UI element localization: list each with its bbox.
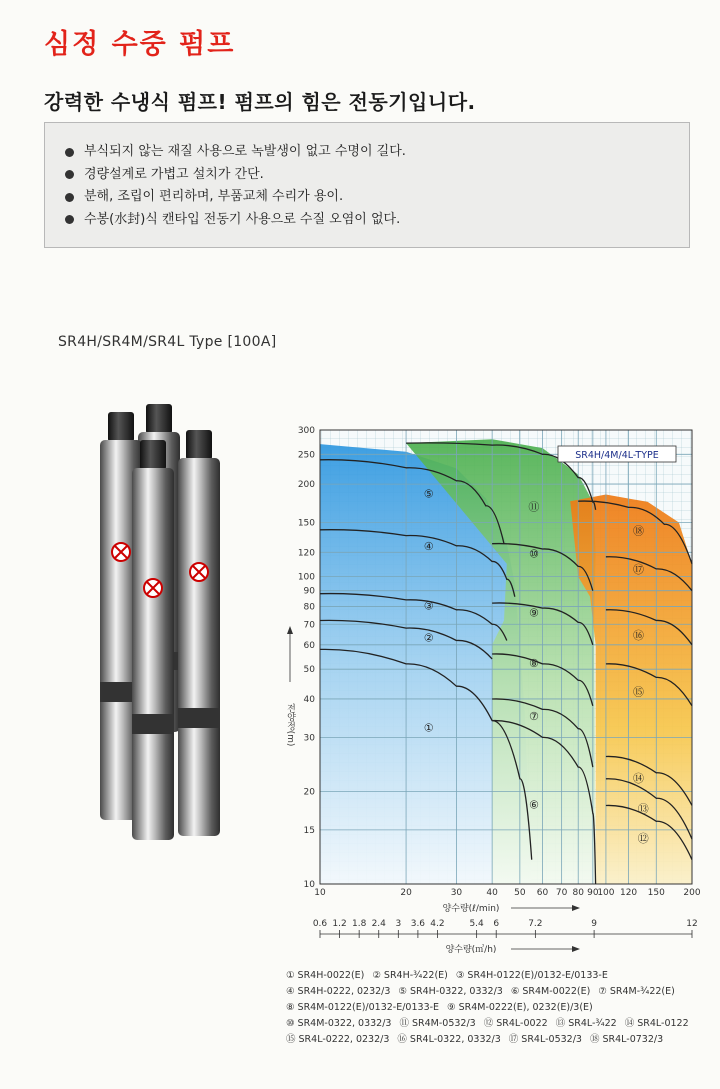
- feature-text: 경량설계로 가볍고 설치가 간단.: [84, 166, 264, 182]
- feature-text: 분해, 조립이 편리하며, 부품교체 수리가 용이.: [84, 189, 344, 204]
- y-tick-label: 120: [297, 548, 315, 559]
- page-title: 심정 수중 펌프: [44, 29, 236, 60]
- x2-tick-label: 9: [591, 919, 597, 929]
- y-tick-label: 10: [303, 880, 315, 890]
- legend-item: ⑥ SR4M-0022(E): [510, 986, 591, 997]
- x-tick-label: 100: [597, 888, 615, 898]
- y-tick-label: 100: [297, 572, 315, 583]
- feature-text: 부식되지 않는 재질 사용으로 녹발생이 없고 수명이 길다.: [84, 144, 406, 159]
- y-tick-label: 30: [303, 733, 315, 744]
- curve-label: ⑤: [423, 487, 434, 501]
- x-tick-label: 200: [683, 888, 701, 898]
- legend-item: ② SR4H-¾22(E): [372, 970, 448, 981]
- y-tick-label: 40: [303, 694, 315, 705]
- x2-tick-label: 7.2: [528, 919, 543, 929]
- x-tick-label: 70: [555, 888, 568, 898]
- x2-tick-label: 2.4: [371, 919, 386, 929]
- x-tick-label: 30: [450, 888, 463, 898]
- bullet-icon: [65, 193, 74, 202]
- legend-item: ⑰ SR4L-0532/3: [508, 1034, 582, 1045]
- legend-row: [286, 1032, 716, 1048]
- x-tick-label: 50: [514, 888, 526, 898]
- legend-item: ⑧ SR4M-0122(E)/0132-E/0133-E: [286, 1002, 440, 1013]
- feature-item: [65, 186, 689, 209]
- x-axis-label: 양수량(ℓ/min): [442, 904, 500, 914]
- x-axis-arrowhead: [572, 905, 580, 911]
- page-subtitle: 강력한 수냉식 펌프! 펌프의 힘은 전동기입니다.: [44, 90, 476, 114]
- legend-item: ⑱ SR4L-0732/3: [589, 1034, 664, 1045]
- curve-label: ⑧: [528, 656, 539, 670]
- x-tick-label: 120: [619, 888, 638, 898]
- y-tick-label: 80: [303, 602, 315, 613]
- legend-item: ⑮ SR4L-0222, 0232/3: [286, 1034, 390, 1045]
- feature-text: 수봉(水封)식 캔타입 전동기 사용으로 수질 오염이 없다.: [84, 211, 401, 227]
- curve-label: ⑥: [528, 798, 539, 812]
- legend-item: ⑯ SR4L-0322, 0332/3: [397, 1034, 501, 1045]
- x2-tick-label: 5.4: [469, 919, 484, 929]
- curve-label: ④: [423, 539, 434, 553]
- feature-box: [44, 122, 690, 248]
- curve-label: ⑨: [528, 606, 539, 620]
- bullet-icon: [65, 170, 74, 179]
- x-tick-label: 80: [572, 888, 584, 898]
- legend-item: ⑫ SR4L-0022: [483, 1018, 548, 1029]
- y-tick-label: 150: [297, 518, 315, 529]
- x2-axis-label: 양수량(㎥/h): [445, 945, 497, 955]
- legend-item: ⑨ SR4M-0222(E), 0232(E)/3(E): [447, 1002, 593, 1013]
- y-tick-label: 300: [297, 426, 315, 436]
- x2-tick-label: 0.6: [312, 919, 328, 929]
- curve-label: ⑪: [528, 500, 540, 514]
- y-tick-label: 15: [303, 825, 315, 836]
- legend-item: ① SR4H-0022(E): [286, 970, 365, 981]
- y-tick-label: 50: [303, 665, 315, 676]
- legend-item: ⑭ SR4L-0122: [624, 1018, 689, 1029]
- y-tick-label: 250: [297, 450, 315, 461]
- bullet-icon: [65, 148, 74, 157]
- x-tick-label: 150: [647, 888, 665, 898]
- curve-label: ⑱: [633, 524, 645, 538]
- curve-label: ⑦: [528, 709, 539, 723]
- performance-chart: [276, 420, 706, 960]
- legend-row: [286, 1016, 716, 1032]
- x2-axis-arrowhead: [572, 946, 580, 952]
- curve-label: ①: [423, 721, 434, 735]
- x2-tick-label: 3: [395, 919, 402, 929]
- curve-label: ⑬: [637, 802, 649, 816]
- curve-label: ⑮: [633, 685, 645, 699]
- curve-label: ⑰: [633, 563, 645, 577]
- x2-tick-label: 6: [493, 919, 500, 929]
- x-tick-label: 40: [486, 888, 498, 898]
- y-tick-label: 90: [303, 586, 315, 597]
- pump-unit: [178, 430, 220, 836]
- feature-item: [65, 209, 689, 232]
- legend-item: ③ SR4H-0122(E)/0132-E/0133-E: [455, 970, 608, 981]
- x2-tick-label: 3.6: [410, 919, 426, 929]
- curve-label: ⑫: [637, 832, 649, 846]
- legend-item: ⑤ SR4H-0322, 0332/3: [398, 986, 503, 997]
- model-legend: [286, 968, 716, 1048]
- pump-product-image: [96, 392, 276, 852]
- y-axis-arrowhead: [287, 626, 293, 634]
- x-tick-label: 90: [587, 888, 599, 898]
- legend-item: ⑪ SR4M-0532/3: [399, 1018, 476, 1029]
- legend-item: ⑬ SR4L-¾22: [555, 1018, 617, 1029]
- x2-tick-label: 12: [686, 919, 698, 929]
- y-tick-label: 70: [303, 620, 315, 631]
- bullet-icon: [65, 215, 74, 224]
- legend-item: ⑦ SR4M-¾22(E): [598, 986, 675, 997]
- x-tick-label: 20: [400, 888, 412, 898]
- curve-label: ③: [423, 599, 434, 613]
- curve-label: ②: [423, 631, 434, 645]
- chart-title: SR4H/4M/4L-TYPE: [575, 450, 659, 461]
- legend-item: ④ SR4H-0222, 0232/3: [286, 986, 391, 997]
- x-tick-label: 60: [536, 888, 549, 898]
- y-axis-label: 전양정(m): [285, 703, 295, 747]
- x2-tick-label: 1.2: [332, 919, 347, 929]
- legend-row: [286, 1000, 716, 1016]
- feature-item: [65, 141, 689, 164]
- x2-tick-label: 4.2: [430, 919, 445, 929]
- legend-row: [286, 984, 716, 1000]
- x-tick-label: 10: [314, 888, 326, 898]
- y-tick-label: 200: [297, 480, 315, 491]
- y-tick-label: 20: [303, 787, 315, 798]
- curve-label: ⑭: [633, 771, 645, 785]
- legend-row: [286, 968, 716, 984]
- legend-item: ⑩ SR4M-0322, 0332/3: [286, 1018, 392, 1029]
- curve-label: ⑯: [633, 629, 645, 643]
- model-type-label: SR4H/SR4M/SR4L Type [100A]: [58, 334, 277, 350]
- feature-item: [65, 164, 689, 187]
- pump-unit: [132, 440, 174, 840]
- x2-tick-label: 1.8: [351, 919, 367, 929]
- feature-list: [45, 123, 689, 231]
- curve-label: ⑩: [528, 547, 539, 561]
- y-tick-label: 60: [303, 640, 315, 651]
